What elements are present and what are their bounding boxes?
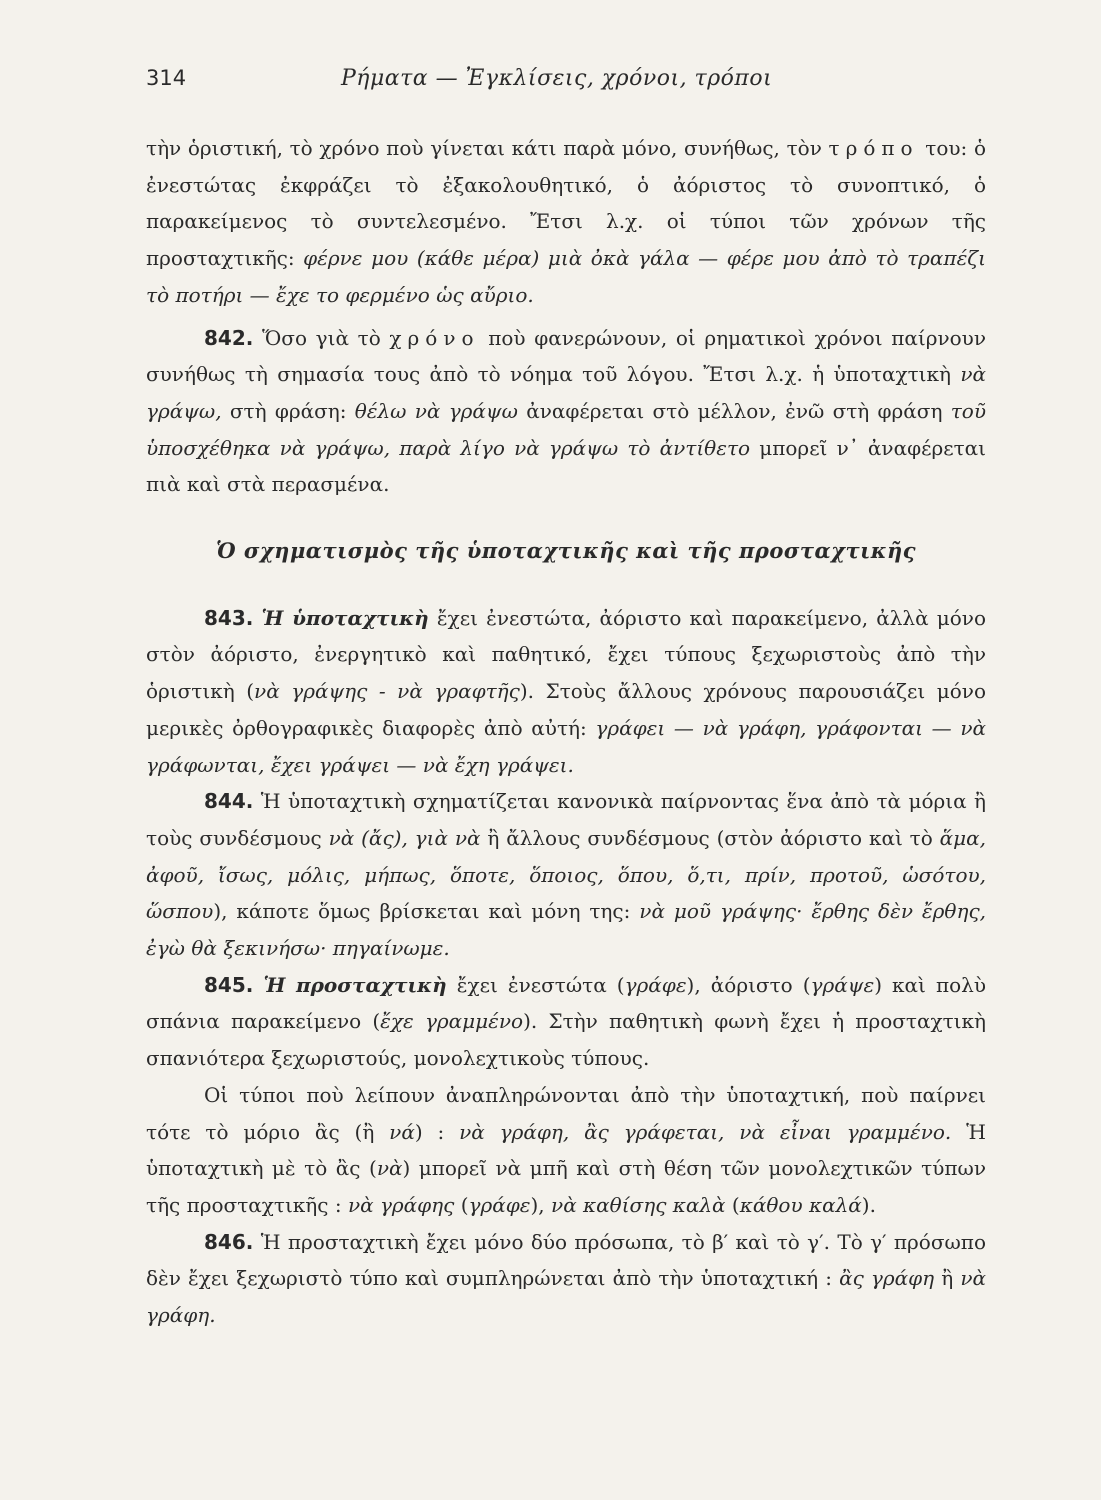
paragraph-number: 843. [204,605,254,630]
text-run: ἢ ἄλλους συνδέσμους (στὸν ἀόριστο καὶ τὸ [480,825,940,850]
page-header [146,66,986,106]
text-run: ( [725,1192,740,1217]
text-run: ) μπορεῖ νὰ μπῆ καὶ στὴ θέση τῶν μονολεχτικῶν τύπων τῆς προσταχτικῆς : [146,1156,987,1217]
example-italic: νὰ καθίσης καλὰ [551,1192,726,1217]
text-run: Ὅσο γιὰ τὸ [253,325,390,350]
text-run: ποὺ φανερώνουν, οἱ ρηματικοὶ χρόνοι παίρνουν συνήθως τὴ σημασία τους ἀπὸ τὸ νόημα τοῦ λόγου. Ἔτσι λ.χ. ἡ ὑποταχτικὴ [146,325,986,387]
example-italic: θέλω νὰ γράψω [354,398,518,423]
running-title: Ρήματα — Ἐγκλίσεις, χρόνοι, τρόποι [341,66,773,91]
example-italic: κάθου καλά [739,1192,862,1217]
example-italic: γράφε [468,1192,531,1217]
text-run: ἀναφέρεται στὸ μέλλον, ἐνῶ στὴ φράση [517,398,951,423]
page-number: 314 [146,66,187,90]
text-run: ), [530,1192,552,1217]
paragraph-845-continued [146,1077,986,1224]
paragraph-843 [146,600,986,784]
text-run: ), κάποτε ὅμως βρίσκεται καὶ μόνη της: [213,899,640,924]
example-italic: τοῦ ὑποσχέθηκα νὰ γράψω, παρὰ λίγο νὰ γράψω τὸ ἀντίθετο [146,398,986,460]
text-run: ἔχει ἐνεστώτα ( [446,972,625,997]
text-run: ) καὶ πολὺ σπάνια παρακείμενο ( [146,972,986,1034]
paragraph-number: 845. [204,972,254,997]
paragraph-number: 844. [204,789,254,814]
example-italic: νὰ γράψω, [146,362,986,423]
body-text [146,130,986,1334]
text-run: Ἡ ὑποταχτικὴ μὲ τὸ ἂς ( [146,1119,986,1181]
example-italic: φέρνε μου (κάθε μέρα) μιὰ ὀκὰ γάλα — φέρε μου ἀπὸ τὸ τραπέζι τὸ ποτήρι — ἔχε το φερμένο ὡς αὔριο. [146,246,986,307]
text-run: στὴ φράση: [221,398,355,423]
example-italic: γράψε [810,972,875,997]
paragraph-number: 842. [204,325,254,350]
example-italic: νὰ γράψης - νὰ γραφτῆς [254,679,520,704]
term-bold-italic: Ἡ ὑποταχτικὴ [261,605,429,630]
text-run: ) : [414,1119,460,1144]
text-run: ). Στοὺς ἄλλους χρόνους παρουσιάζει μόνο μερικὲς ὀρθογραφικὲς διαφορὲς ἀπὸ αὐτή: [146,679,986,740]
text-run: Οἱ τύποι ποὺ λείπουν ἀναπληρώνονται ἀπὸ τὴν ὑποταχτική, ποὺ παίρνει τότε τὸ μόριο ἂς (ἢ [146,1082,986,1144]
example-italic: νὰ γράφης [347,1192,455,1217]
example-italic: νὰ [376,1156,403,1181]
text-run: ( [454,1192,469,1217]
text-run: ). [861,1192,876,1217]
paragraph-846 [146,1224,986,1334]
section-heading: Ὁ σχηματισμὸς τῆς ὑποταχτικῆς καὶ τῆς προσταχτικῆς [215,538,917,564]
example-italic: ἔχε γραμμένο [380,1009,524,1034]
paragraph-845 [146,967,986,1077]
text-run: ), ἀόριστο ( [686,972,811,997]
example-italic: ἂς γράφη [839,1266,935,1291]
example-italic: νὰ (ἄς), γιὰ νὰ [328,825,481,850]
example-italic: νά [389,1119,415,1144]
emphasis-spaced: χρόνο [389,325,480,350]
text-run: του: ὁ ἐνεστώτας ἐκφράζει τὸ ἐξακολουθητικό, ὁ ἀόριστος τὸ συνοπτικό, ὁ παρακείμενος τὸ συντελεσμένο. Ἔτσι λ.χ. οἱ τύποι τῶν χρόνων τῆς προσταχτικῆς: [146,136,986,271]
example-italic: νὰ γράφη. [146,1266,986,1328]
text-run: μπορεῖ ν᾿ ἀναφέρεται πιὰ καὶ στὰ περασμένα. [146,435,986,497]
text-run: τὴν ὁριστική, τὸ χρόνο ποὺ γίνεται κάτι παρὰ μόνο, συνήθως, τὸν [146,136,829,160]
paragraph-844 [146,783,986,967]
example-italic: γράφει — νὰ γράφη, γράφονται — νὰ γράφωνται, ἔχει γράψει — νὰ ἔχη γράψει. [146,715,986,777]
text-run: ). Στὴν παθητικὴ φωνὴ ἔχει ἡ προσταχτικὴ σπανιότερα ξεχωριστούς, μονολεχτικοὺς τύπους. [146,1009,986,1071]
paragraph-number: 846. [204,1229,254,1254]
example-italic: νὰ γράφη, ἂς γράφεται, νὰ εἶναι γραμμένο. [459,1119,952,1144]
emphasis-spaced: τρόπο [828,136,919,160]
text-run: Ἡ ὑποταχτικὴ σχηματίζεται κανονικὰ παίρνοντας ἕνα ἀπὸ τὰ μόρια ἢ τοὺς συνδέσμους [146,789,986,850]
example-italic: νὰ μοῦ γράψης· ἔρθης δὲν ἔρθης, ἐγὼ θὰ ξεκινήσω· πηγαίνωμε. [146,899,986,961]
text-run: Ἡ προσταχτικὴ ἔχει μόνο δύο πρόσωπα, τὸ β′ καὶ τὸ γ′. Τὸ γ′ πρόσωπο δὲν ἔχει ξεχωριστὸ τύπο καὶ συμπληρώνεται ἀπὸ τὴν ὑποταχτική : [146,1229,986,1291]
example-italic: γράφε [624,972,687,997]
text-run: ἔχει ἐνεστώτα, ἀόριστο καὶ παρακείμενο, ἀλλὰ μόνο στὸν ἀόριστο, ἐνεργητικὸ καὶ παθητικό, ἔχει τύπους ξεχωριστοὺς ἀπὸ τὴν ὁριστικὴ ( [146,605,987,704]
term-bold-italic: Ἡ προσταχτικὴ [263,972,447,997]
paragraph-intro [146,130,986,314]
text-run: ἢ [934,1266,961,1291]
paragraph-842 [146,320,986,504]
example-italic: ἅμα, ἀφοῦ, ἴσως, μόλις, μήπως, ὅποτε, ὅποιος, ὅπου, ὅ,τι, πρίν, προτοῦ, ὡσότου, ὥσπου [146,825,986,924]
